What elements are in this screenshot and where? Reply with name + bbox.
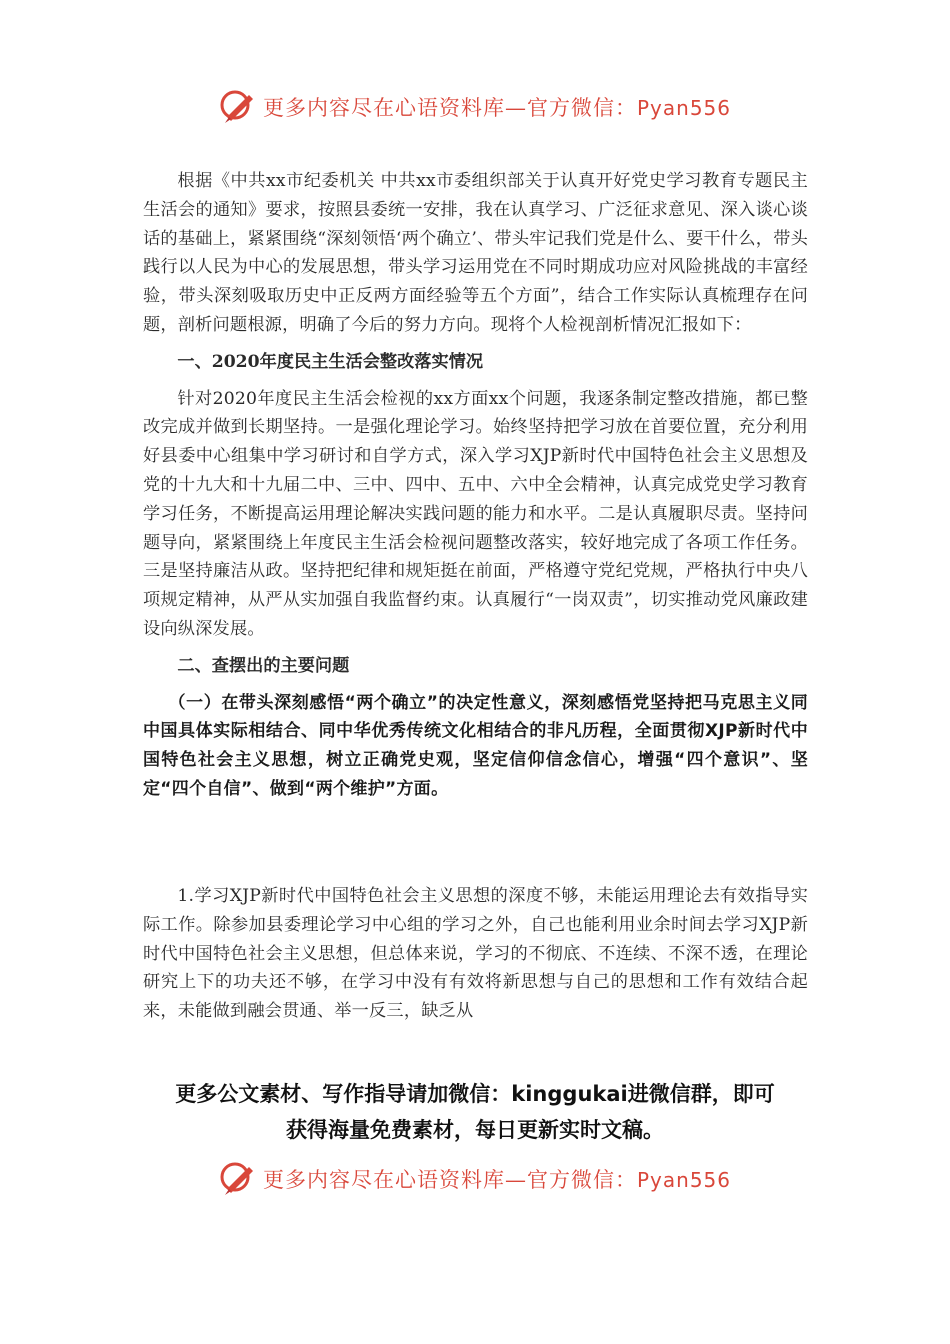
pen-writing-logo-icon xyxy=(219,87,259,127)
section2-heading: 二、查摆出的主要问题 xyxy=(177,655,350,676)
section1-heading: 一、2020年度民主生活会整改落实情况 xyxy=(177,351,484,372)
pen-writing-logo-icon xyxy=(219,1159,259,1199)
footer-note-line1: 更多公文素材、写作指导请加微信：kinggukai进微信群，即可 xyxy=(175,1082,775,1106)
intro-paragraph: 根据《中共xx市纪委机关 中共xx市委组织部关于认真开好党史学习教育专题民主生活会的通知》要求，按照县委统一安排，我在认真学习、广泛征求意见、深入谈心谈话的基础上，紧紧围绕“深刻领悟‘两个确立’、带头牢记我们党是什么、要干什么，带头践行以人民为中心的发展思想，带头学习运用党在不同时期成功应对风险挑战的丰富经验，带头深刻吸取历史中正反两方面经验等五个方面”，结合工作实际认真梳理存在问题，剖析问题根源，明确了今后的努力方向。现将个人检视剖析情况汇报如下： xyxy=(143,171,808,335)
section1-body: 针对2020年度民主生活会检视的xx方面xx个问题，我逐条制定整改措施，都已整改完成并做到长期坚持。一是强化理论学习。始终坚持把学习放在首要位置，充分利用好县委中心组集中学习研讨和自学方式，深入学习XJP新时代中国特色社会主义思想及党的十九大和十九届二中、三中、四中、五中、六中全会精神，认真完成党史学习教育学习任务，不断提高运用理论解决实践问题的能力和水平。二是认真履职尽责。坚持问题导向，紧紧围绕上年度民主生活会检视问题整改落实，较好地完成了各项工作任务。三是坚持廉洁从政。坚持把纪律和规矩挺在前面，严格遵守党纪党规，严格执行中央八项规定精神，从严从实加强自我监督约束。认真履行“一岗双责”，切实推动党风廉政建设向纵深发展。 xyxy=(143,388,808,639)
section2-subheading: （一）在带头深刻感悟“两个确立”的决定性意义，深刻感悟党坚持把马克思主义同中国具体实际相结合、同中华优秀传统文化相结合的非凡历程，全面贯彻XJP新时代中国特色社会主义思想，树立正确党史观，坚定信仰信念信心，增强“四个意识”、坚定“四个自信”、做到“两个维护”方面。 xyxy=(143,692,808,799)
footer-banner-text: 更多内容尽在心语资料库—官方微信：Pyan556 xyxy=(262,1168,731,1192)
document-body xyxy=(143,167,808,812)
footer-wechat-id: Pyan556 xyxy=(636,1168,731,1192)
section2-item1: 1.学习XJP新时代中国特色社会主义思想的深度不够，未能运用理论去有效指导实际工作。除参加县委理论学习中心组的学习之外，自己也能利用业余时间去学习XJP新时代中国特色社会主义思想，但总体来说，学习的不彻底、不连续、不深不透，在理论研究上下的功夫还不够，在学习中没有有效将新思想与自己的思想和工作有效结合起来，未能做到融会贯通、举一反三，缺乏从 xyxy=(143,886,808,1022)
footer-banner xyxy=(0,1156,950,1202)
header-banner-text: 更多内容尽在心语资料库—官方微信：Pyan556 xyxy=(262,96,731,120)
item1-clip xyxy=(143,882,808,1025)
footer-note xyxy=(0,1076,950,1148)
header-banner xyxy=(0,84,950,130)
footer-note-line2: 获得海量免费素材，每日更新实时文稿。 xyxy=(286,1118,664,1142)
header-wechat-id: Pyan556 xyxy=(636,96,731,120)
